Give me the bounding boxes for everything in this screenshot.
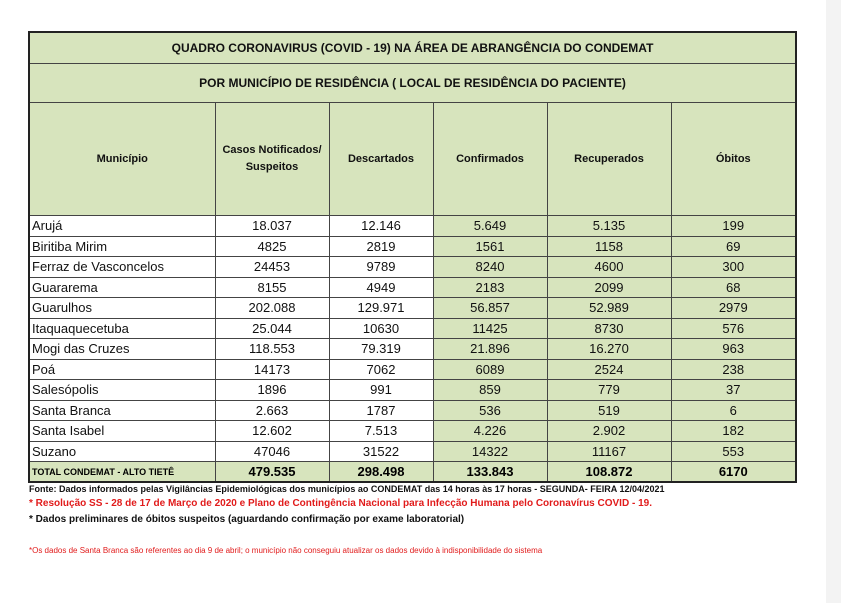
total-obitos: 6170 <box>671 462 796 483</box>
cell-obitos: 963 <box>671 339 796 360</box>
covid-table-sheet <box>28 31 795 483</box>
header-casos: Casos Notificados/ Suspeitos <box>215 103 329 216</box>
cell-recuperados: 519 <box>547 400 671 421</box>
covid-table <box>28 31 797 483</box>
cell-descartados: 7.513 <box>329 421 433 442</box>
cell-obitos: 300 <box>671 257 796 278</box>
footnotes <box>29 484 809 555</box>
table-row <box>29 380 796 401</box>
page-edge-shade <box>826 0 841 603</box>
cell-recuperados: 52.989 <box>547 298 671 319</box>
total-label: TOTAL CONDEMAT - ALTO TIETÊ <box>29 462 215 483</box>
cell-obitos: 68 <box>671 277 796 298</box>
cell-casos: 25.044 <box>215 318 329 339</box>
table-row <box>29 236 796 257</box>
cell-municipio: Suzano <box>29 441 215 462</box>
cell-confirmados: 5.649 <box>433 216 547 237</box>
cell-municipio: Guarulhos <box>29 298 215 319</box>
cell-descartados: 991 <box>329 380 433 401</box>
cell-recuperados: 1158 <box>547 236 671 257</box>
cell-descartados: 1787 <box>329 400 433 421</box>
table-row <box>29 318 796 339</box>
cell-casos: 1896 <box>215 380 329 401</box>
cell-recuperados: 2.902 <box>547 421 671 442</box>
cell-municipio: Ferraz de Vasconcelos <box>29 257 215 278</box>
table-row <box>29 421 796 442</box>
note-santa-branca: *Os dados de Santa Branca são referentes ao dia 9 de abril; o município não conseguiu atualizar os dados devido à indisponibilidade do sistema <box>29 546 543 555</box>
note-fonte: Fonte: Dados informados pelas Vigilâncias Epidemiológicas dos municípios ao CONDEMAT das 14 horas às 17 horas - SEGUNDA- FEIRA 12/04/2021 <box>29 484 665 494</box>
cell-descartados: 129.971 <box>329 298 433 319</box>
table-row <box>29 298 796 319</box>
cell-descartados: 2819 <box>329 236 433 257</box>
cell-casos: 47046 <box>215 441 329 462</box>
cell-descartados: 10630 <box>329 318 433 339</box>
cell-recuperados: 2524 <box>547 359 671 380</box>
table-row <box>29 441 796 462</box>
table-row <box>29 277 796 298</box>
cell-confirmados: 11425 <box>433 318 547 339</box>
cell-obitos: 553 <box>671 441 796 462</box>
cell-casos: 24453 <box>215 257 329 278</box>
title-row-2 <box>29 64 796 103</box>
table-subtitle: POR MUNICÍPIO DE RESIDÊNCIA ( LOCAL DE RESIDÊNCIA DO PACIENTE) <box>29 64 796 103</box>
total-confirmados: 133.843 <box>433 462 547 483</box>
cell-descartados: 12.146 <box>329 216 433 237</box>
cell-descartados: 7062 <box>329 359 433 380</box>
cell-descartados: 4949 <box>329 277 433 298</box>
header-municipio: Município <box>29 103 215 216</box>
total-row <box>29 462 796 483</box>
cell-descartados: 79.319 <box>329 339 433 360</box>
cell-confirmados: 14322 <box>433 441 547 462</box>
cell-recuperados: 4600 <box>547 257 671 278</box>
table-row <box>29 257 796 278</box>
cell-confirmados: 4.226 <box>433 421 547 442</box>
total-descartados: 298.498 <box>329 462 433 483</box>
cell-municipio: Salesópolis <box>29 380 215 401</box>
cell-recuperados: 2099 <box>547 277 671 298</box>
cell-descartados: 9789 <box>329 257 433 278</box>
cell-obitos: 576 <box>671 318 796 339</box>
cell-casos: 14173 <box>215 359 329 380</box>
total-casos: 479.535 <box>215 462 329 483</box>
header-confirmados: Confirmados <box>433 103 547 216</box>
cell-recuperados: 16.270 <box>547 339 671 360</box>
cell-casos: 4825 <box>215 236 329 257</box>
cell-municipio: Itaquaquecetuba <box>29 318 215 339</box>
cell-municipio: Santa Isabel <box>29 421 215 442</box>
cell-obitos: 238 <box>671 359 796 380</box>
cell-casos: 12.602 <box>215 421 329 442</box>
cell-confirmados: 536 <box>433 400 547 421</box>
cell-municipio: Guararema <box>29 277 215 298</box>
cell-casos: 202.088 <box>215 298 329 319</box>
cell-confirmados: 1561 <box>433 236 547 257</box>
cell-confirmados: 6089 <box>433 359 547 380</box>
cell-confirmados: 21.896 <box>433 339 547 360</box>
cell-confirmados: 56.857 <box>433 298 547 319</box>
title-row-1 <box>29 32 796 64</box>
cell-obitos: 199 <box>671 216 796 237</box>
cell-descartados: 31522 <box>329 441 433 462</box>
cell-casos: 8155 <box>215 277 329 298</box>
cell-recuperados: 8730 <box>547 318 671 339</box>
total-recuperados: 108.872 <box>547 462 671 483</box>
header-recuperados: Recuperados <box>547 103 671 216</box>
cell-recuperados: 11167 <box>547 441 671 462</box>
cell-confirmados: 8240 <box>433 257 547 278</box>
cell-municipio: Poá <box>29 359 215 380</box>
table-row <box>29 216 796 237</box>
cell-obitos: 6 <box>671 400 796 421</box>
cell-casos: 18.037 <box>215 216 329 237</box>
note-preliminares: * Dados preliminares de óbitos suspeitos (aguardando confirmação por exame laboratorial) <box>29 514 465 525</box>
cell-municipio: Arujá <box>29 216 215 237</box>
cell-obitos: 2979 <box>671 298 796 319</box>
table-row <box>29 400 796 421</box>
cell-casos: 2.663 <box>215 400 329 421</box>
header-descartados: Descartados <box>329 103 433 216</box>
table-row <box>29 359 796 380</box>
cell-recuperados: 779 <box>547 380 671 401</box>
cell-obitos: 69 <box>671 236 796 257</box>
table-title: QUADRO CORONAVIRUS (COVID - 19) NA ÁREA DE ABRANGÊNCIA DO CONDEMAT <box>29 32 796 64</box>
cell-municipio: Mogi das Cruzes <box>29 339 215 360</box>
cell-confirmados: 2183 <box>433 277 547 298</box>
cell-obitos: 37 <box>671 380 796 401</box>
table-row <box>29 339 796 360</box>
header-obitos: Óbitos <box>671 103 796 216</box>
header-row <box>29 103 796 216</box>
table-body <box>29 216 796 462</box>
cell-confirmados: 859 <box>433 380 547 401</box>
cell-municipio: Biritiba Mirim <box>29 236 215 257</box>
note-resolucao: * Resolução SS - 28 de 17 de Março de 2020 e Plano de Contingência Nacional para Infecção Humana pelo Coronavírus COVID - 19. <box>29 498 652 509</box>
cell-obitos: 182 <box>671 421 796 442</box>
cell-municipio: Santa Branca <box>29 400 215 421</box>
cell-recuperados: 5.135 <box>547 216 671 237</box>
cell-casos: 118.553 <box>215 339 329 360</box>
